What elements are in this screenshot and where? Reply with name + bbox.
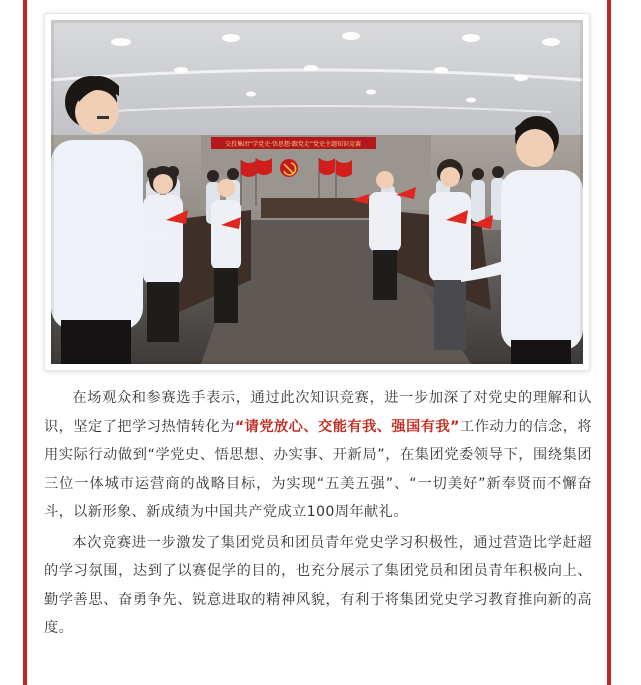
right-red-border	[607, 0, 611, 685]
event-photo	[51, 20, 583, 364]
highlight-slogan: “请党放心、交能有我、强国有我”	[234, 418, 460, 435]
photo-frame	[45, 14, 589, 370]
paragraph-1	[44, 384, 592, 527]
article-body	[44, 384, 592, 643]
paragraph-1-text-b: 工作动力的信念，将用实际行动做到“学党史、悟思想、办实事、开新局”，在集团党委领导下，围绕集团三位一体城市运营商的战略目标，为实现“五美五强”、“一切美好”新奉贤而不懈奋斗，以新形象、新成绩为中国共产党成立100周年献礼。	[44, 418, 592, 520]
paragraph-2: 本次竞赛进一步激发了集团党员和团员青年党史学习积极性，通过营造比学赶超的学习氛围，达到了以赛促学的目的，也充分展示了集团党员和团员青年积极向上、勤学善思、奋勇争先、锐意进取的精神风貌，有利于将集团党史学习教育推向新的高度。	[44, 534, 592, 636]
paragraph-1-text-a: 在场观众和参赛选手表示，通过此次知识竞赛，进一步加深了对党史的理解和认识，坚定了把学习热情转化为	[44, 390, 592, 435]
photo-banner-text: 交投集团“学党史·悟思想·跟党走”党史主题知识竞赛	[224, 141, 362, 148]
article-content	[27, 0, 607, 685]
